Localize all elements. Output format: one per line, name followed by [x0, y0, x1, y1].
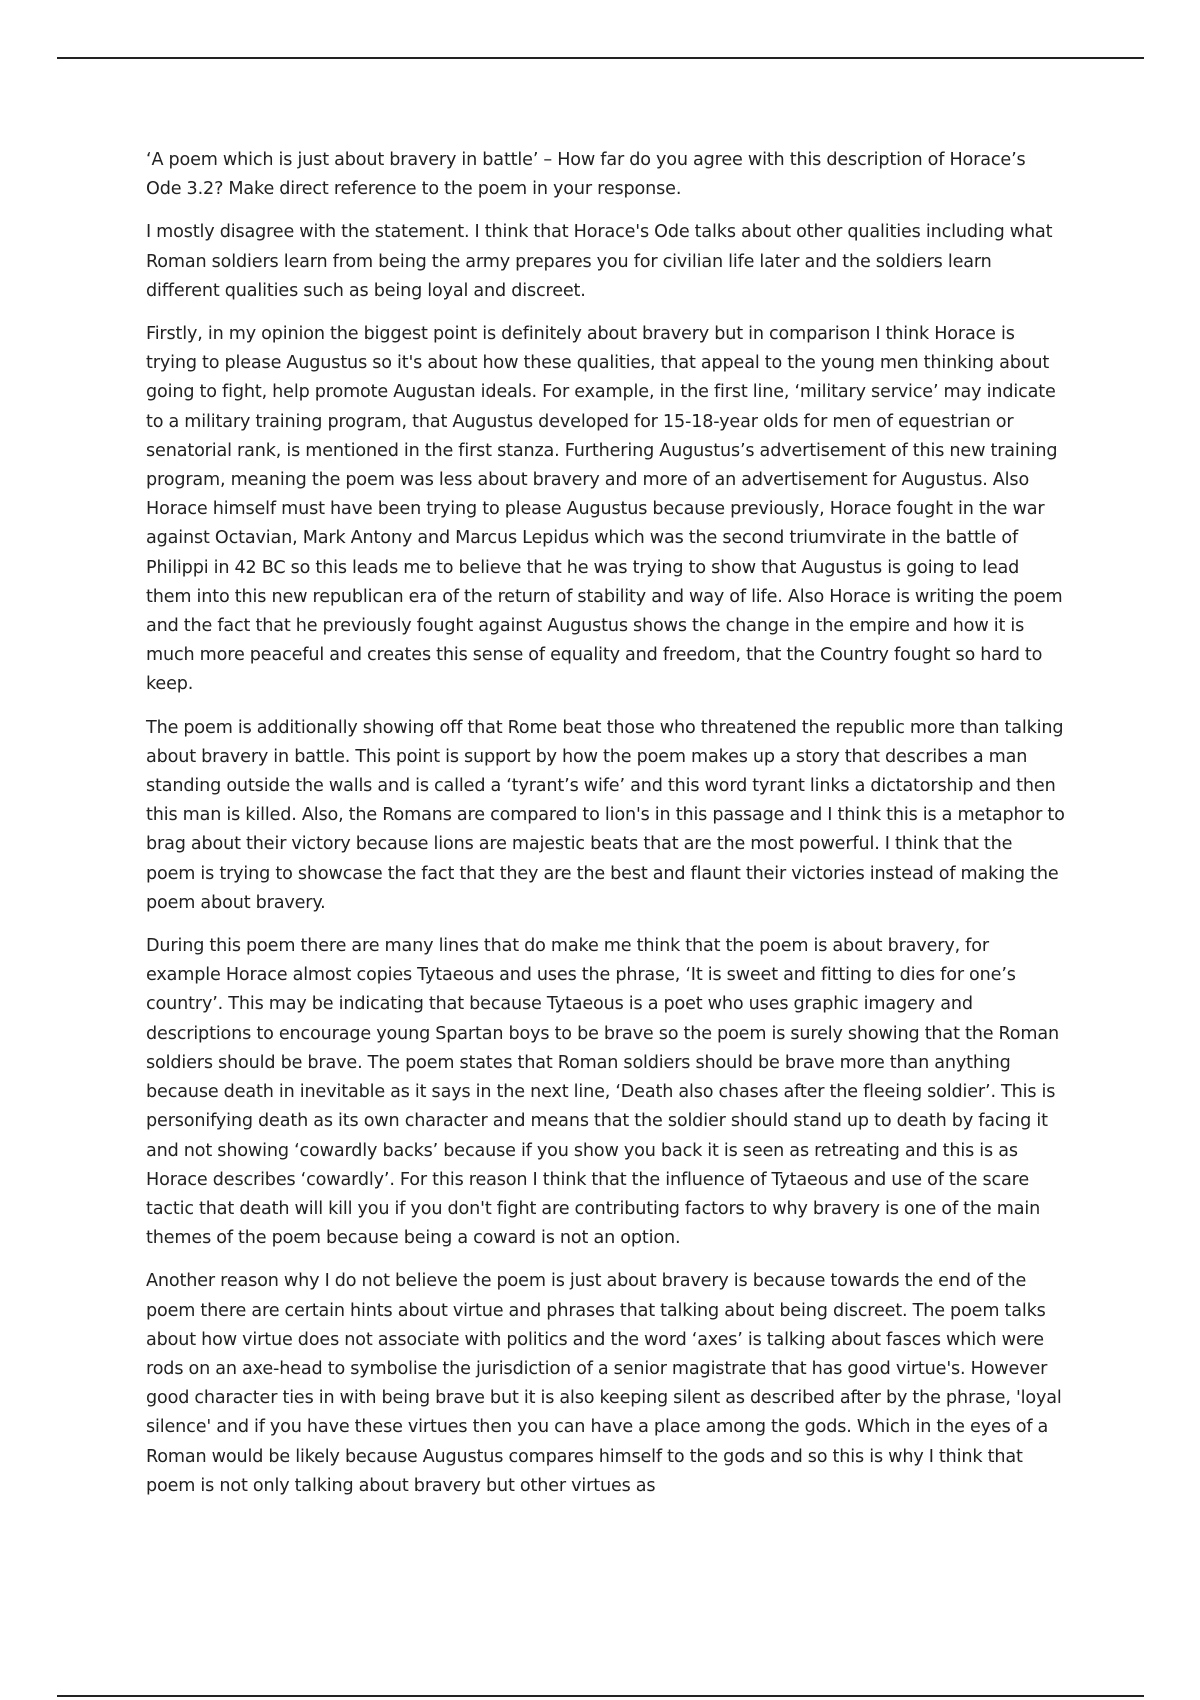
- paragraph-bravery: During this poem there are many lines that do make me think that the poem is about bravery, for example Horace almost copies Tytaeous and uses the phrase, ‘It is sweet and fitting to dies for one’s country’. This may be indicating that because Tytaeous is a poet who uses graphic imagery and descriptions to encourage young Spartan boys to be brave so the poem is surely showing that the Roman soldiers should be brave. The poem states that Roman soldiers should be brave more than anything because death in inevitable as it says in the next line, ‘Death also chases after the fleeing soldier’. This is personifying death as its own character and means that the soldier should stand up to death by facing it and not showing ‘cowardly backs’ because if you show you back it is seen as retreating and this is as Horace describes ‘cowardly’. For this reason I think that the influence of Tytaeous and use of the scare tactic that death will kill you if you don't fight are contributing factors to why bravery is one of the main themes of the poem because being a coward is not an option.: [146, 936, 1060, 1249]
- essay-body: [146, 146, 1066, 1515]
- paragraph-introduction: I mostly disagree with the statement. I think that Horace's Ode talks about other qualities including what Roman soldiers learn from being the army prepares you for civilian life later and the soldiers learn different qualities such as being loyal and discreet.: [146, 222, 1053, 301]
- paragraph-augustus: Firstly, in my opinion the biggest point is definitely about bravery but in comparison I think Horace is trying to please Augustus so it's about how these qualities, that appeal to the young men thinking about going to fight, help promote Augustan ideals. For example, in the first line, ‘military service’ may indicate to a military training program, that Augustus developed for 15-18-year olds for men of equestrian or senatorial rank, is mentioned in the first stanza. Furthering Augustus’s advertisement of this new training program, meaning the poem was less about bravery and more of an advertisement for Augustus. Also Horace himself must have been trying to please Augustus because previously, Horace fought in the war against Octavian, Mark Antony and Marcus Lepidus which was the second triumvirate in the battle of Philippi in 42 BC so this leads me to believe that he was trying to show that Augustus is going to lead them into this new republican era of the return of stability and way of life. Also Horace is writing the poem and the fact that he previously fought against Augustus shows the change in the empire and how it is much more peaceful and creates this sense of equality and freedom, that the Country fought so hard to keep.: [146, 324, 1063, 695]
- footer-rule: [57, 1695, 1144, 1697]
- header-rule: [57, 57, 1144, 59]
- paragraph-rome-victory: The poem is additionally showing off that Rome beat those who threatened the republic more than talking about bravery in battle. This point is support by how the poem makes up a story that describes a man standing outside the walls and is called a ‘tyrant’s wife’ and this word tyrant links a dictatorship and then this man is killed. Also, the Romans are compared to lion's in this passage and I think this is a metaphor to brag about their victory because lions are majestic beats that are the most powerful. I think that the poem is trying to showcase the fact that they are the best and flaunt their victories instead of making the poem about bravery.: [146, 717, 1065, 913]
- paragraph-virtue: Another reason why I do not believe the poem is just about bravery is because towards the end of the poem there are certain hints about virtue and phrases that talking about being discreet. The poem talks about how virtue does not associate with politics and the word ‘axes’ is talking about fasces which were rods on an axe-head to symbolise the jurisdiction of a senior magistrate that has good virtue's. However good character ties in with being brave but it is also keeping silent as described after by the phrase, 'loyal silence' and if you have these virtues then you can have a place among the gods. Which in the eyes of a Roman would be likely because Augustus compares himself to the gods and so this is why I think that poem is not only talking about bravery but other virtues as: [146, 1271, 1062, 1496]
- essay-question: ‘A poem which is just about bravery in battle’ – How far do you agree with this description of Horace’s Ode 3.2? Make direct reference to the poem in your response.: [146, 150, 1026, 200]
